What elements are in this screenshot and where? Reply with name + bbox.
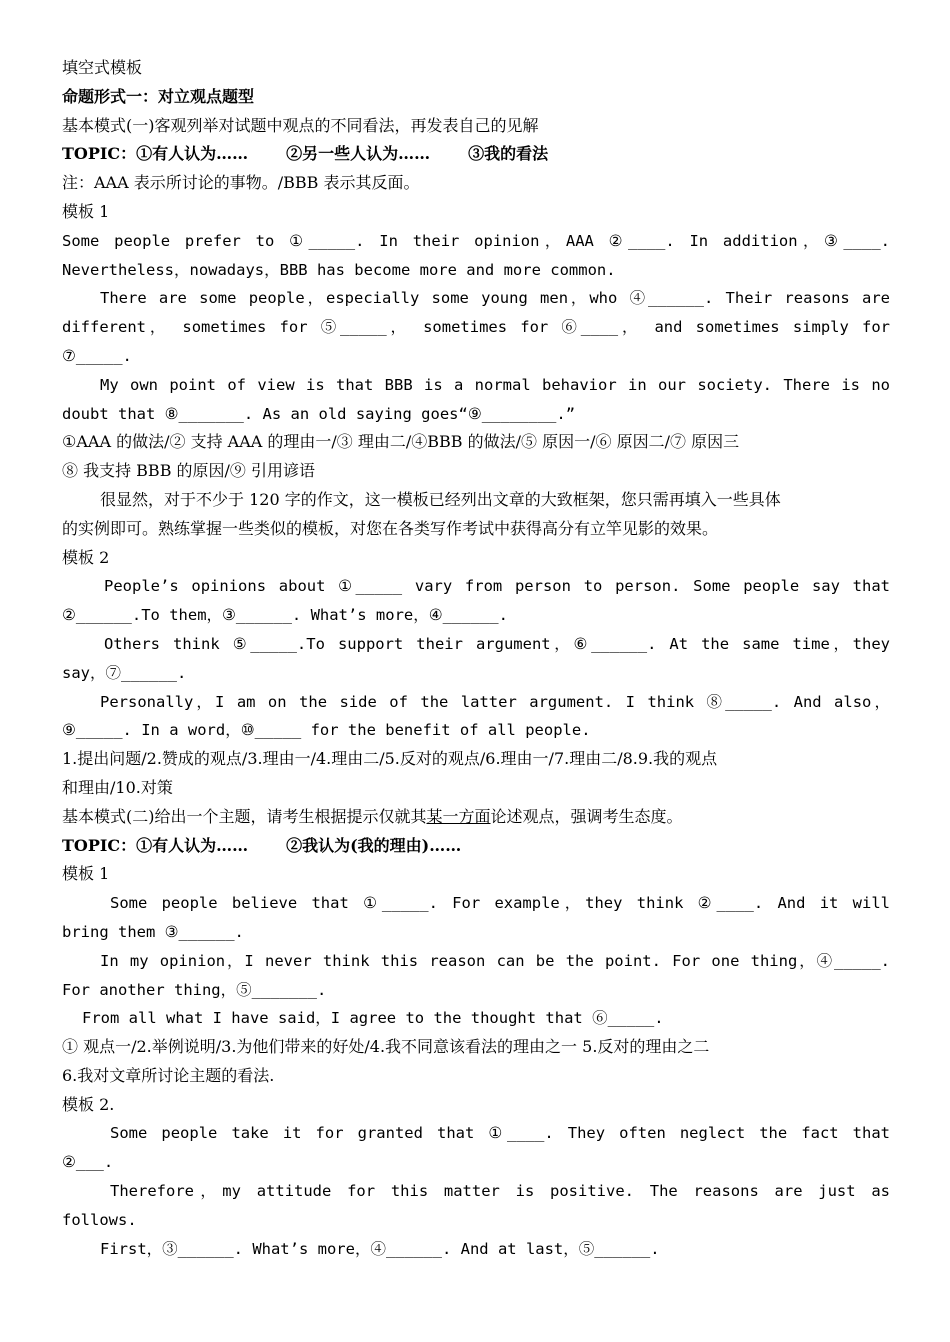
template1-line: Some people prefer to ①_____. In their opinion，AAA ②____. In addition，③____. [62, 231, 890, 250]
template4-heading: 模板 2. [62, 1094, 115, 1114]
template1-line: ⑦_____. [62, 346, 132, 365]
topic1-line [62, 140, 890, 169]
template1-key: ①AAA 的做法/② 支持 AAA 的理由一/③ 理由二/④BBB 的做法/⑤ 原因一/⑥ 原因二/⑦ 原因三 [62, 432, 740, 452]
template1-line: My own point of view is that BBB is a normal behavior in our society. There is no [100, 375, 890, 394]
template3-heading: 模板 1 [62, 864, 110, 884]
template3-line: In my opinion，I never think this reason can be the point. For one thing，④_____. [100, 951, 890, 970]
template1-comment: 很显然，对于不少于 120 字的作文，这一模板已经列出文章的大致框架，您只需再填入一些具体 [100, 489, 781, 509]
template1-key: ⑧ 我支持 BBB 的原因/⑨ 引用谚语 [62, 461, 316, 481]
doc-title: 填空式模板 [62, 58, 143, 77]
topic1-label: TOPIC：①有人认为…… [62, 144, 249, 164]
template1-line: Nevertheless，nowadays，BBB has become more and more common. [62, 260, 616, 279]
template1-heading: 模板 1 [62, 201, 110, 221]
template2-line: say，⑦______. [62, 663, 187, 682]
template3-line: For another thing，⑤_______. [62, 980, 327, 999]
template2-line: ②______.To them，③______. What’s more，④______. [62, 606, 508, 625]
template3-key: ① 观点一/2.举例说明/3.为他们带来的好处/4.我不同意该看法的理由之一 5.反对的理由之二 [62, 1037, 710, 1057]
document-page [62, 54, 890, 1263]
template1-line: doubt that ⑧_______. As an old saying goes“⑨________.” [62, 404, 576, 423]
template2-line: ⑨_____. In a word，⑩_____ for the benefit of all people. [62, 721, 591, 740]
mode2-underlined-text: 某一方面 [426, 806, 491, 826]
topic1-part2: ②另一些人认为…… [286, 144, 431, 164]
template4-line: follows. [62, 1210, 137, 1229]
topic2-line [62, 832, 890, 861]
form1-heading: 命题形式一：对立观点题型 [62, 86, 255, 106]
template1-line: There are some people，especially some young men，who ④______. Their reasons are [100, 289, 890, 308]
template2-line: Personally，I am on the side of the latter argument. I think ⑧_____. And also， [100, 692, 890, 711]
template3-line: bring them ③______. [62, 922, 244, 941]
note-line: 注：AAA 表示所讨论的事物。/BBB 表示其反面。 [62, 173, 420, 193]
template3-key: 6.我对文章所讨论主题的看法. [62, 1065, 275, 1085]
topic1-part3: ③我的看法 [468, 144, 549, 164]
mode1-description: 基本模式(一)客观列举对试题中观点的不同看法，再发表自己的见解 [62, 115, 539, 135]
template1-line: different， sometimes for ⑤_____， sometimes for ⑥____， and sometimes simply for [62, 318, 890, 337]
template2-line: Others think ⑤_____.To support their argument，⑥______. At the same time，they [104, 634, 890, 653]
template4-line: First，③______. What’s more，④______. And at last，⑤______. [100, 1239, 660, 1258]
template2-key: 和理由/10.对策 [62, 777, 173, 797]
mode2-text-before: 基本模式(二)给出一个主题，请考生根据提示仅就其 [62, 806, 427, 826]
template4-line: Therefore，my attitude for this matter is positive. The reasons are just as [110, 1182, 890, 1201]
template2-heading: 模板 2 [62, 547, 110, 567]
template3-line: Some people believe that ①_____. For example，they think ②____. And it will [110, 894, 890, 913]
topic2-part2: ②我认为(我的理由)…… [286, 835, 462, 855]
mode2-description [62, 803, 890, 832]
mode2-text-after: 论述观点，强调考生态度。 [490, 806, 683, 826]
topic2-label: TOPIC：①有人认为…… [62, 835, 249, 855]
template2-line: People’s opinions about ①_____ vary from person to person. Some people say that [104, 577, 890, 596]
template4-line: Some people take it for granted that ①____. They often neglect the fact that [110, 1124, 890, 1143]
template3-line: From all what I have said，I agree to the thought that ⑥_____. [82, 1009, 664, 1028]
template1-comment: 的实例即可。熟练掌握一些类似的模板，对您在各类写作考试中获得高分有立竿见影的效果。 [62, 518, 719, 538]
template4-line: ②___. [62, 1153, 114, 1172]
template2-key: 1.提出问题/2.赞成的观点/3.理由一/4.理由二/5.反对的观点/6.理由一/7.理由二/8.9.我的观点 [62, 749, 718, 769]
